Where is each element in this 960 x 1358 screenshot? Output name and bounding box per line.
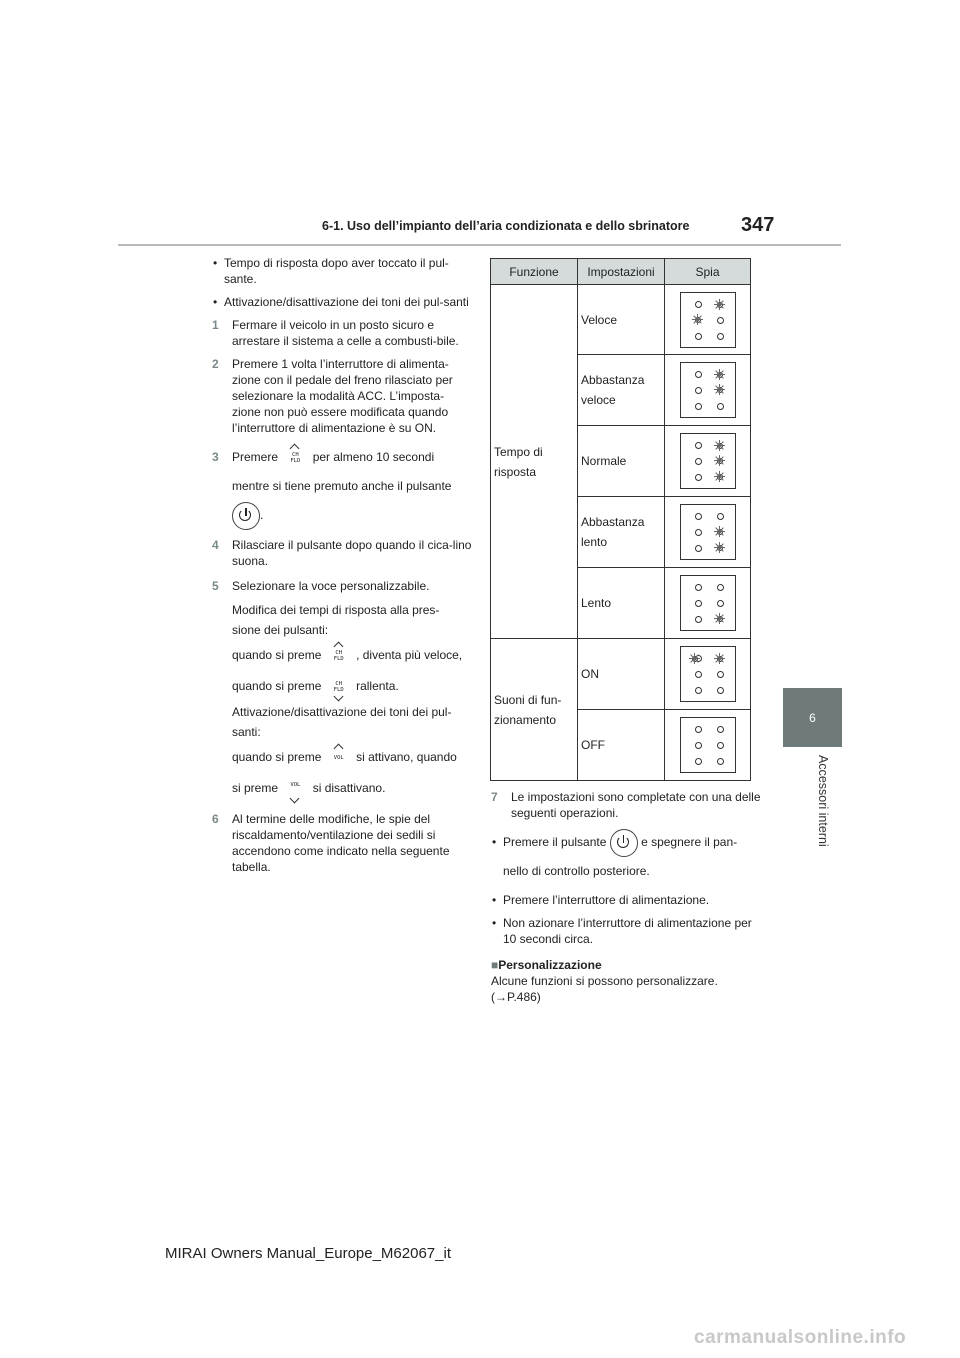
step-4: 4 Rilasciare il pulsante dopo quando il cica-lino suona. bbox=[212, 538, 472, 568]
vol-down-icon: VOL bbox=[290, 784, 300, 794]
step-5: 5 Selezionare la voce personalizzabile. Modifica dei tempi di risposta alla pres- sione dei pulsanti: quando si preme CH FLD , diventa più veloce, quando si preme CH FLD rallenta. Attivazione/disattivazione dei toni dei pul- santi: quando si preme VOL si attivano, quando si preme VOL si disattivano. bbox=[212, 579, 463, 795]
setting-veloce: Veloce bbox=[578, 285, 665, 355]
bullet-press-power: • Premere il pulsante e spegnere il pan- nello di controllo posteriore. bbox=[491, 828, 761, 885]
indicator-icon bbox=[680, 575, 736, 631]
ch-fld-up-icon: CH FLD bbox=[333, 649, 344, 662]
step-2: 2 Premere 1 volta l’interruttore di alimenta-zione con il pedale del freno rilasciato per selezionare la modalità ACC. L’imposta-zione non può essere modificata quando l’interruttore di alimentazione è su ON. bbox=[212, 357, 453, 435]
power-icon bbox=[610, 829, 638, 857]
customization-text: Alcune funzioni si possono personalizzare. (→P.486) bbox=[491, 973, 718, 1004]
watermark: carmanualsonline.info bbox=[694, 1327, 907, 1348]
indicator-icon bbox=[680, 362, 736, 418]
ch-fld-down-icon: CH FLD bbox=[333, 680, 344, 693]
footer: MIRAI Owners Manual_Europe_M62067_it bbox=[165, 1245, 451, 1262]
header-funzione: Funzione bbox=[491, 259, 578, 285]
header-impostazioni: Impostazioni bbox=[578, 259, 665, 285]
page-number: 347 bbox=[741, 214, 775, 236]
bullet-power-switch: • Premere l’interruttore di alimentazione. bbox=[491, 892, 761, 908]
left-column bbox=[212, 255, 472, 882]
step-3: 3 Premere CH FLD per almeno 10 secondi mentre si tiene premuto anche il pulsante . bbox=[212, 443, 472, 530]
setting-normale: Normale bbox=[578, 426, 665, 497]
setting-off: OFF bbox=[578, 710, 665, 781]
setting-lento: Lento bbox=[578, 568, 665, 639]
ch-fld-up-icon: CH FLD bbox=[290, 451, 301, 464]
chapter-label: Accessori interni bbox=[816, 755, 830, 847]
header-rule bbox=[118, 244, 841, 246]
indicator-icon bbox=[680, 433, 736, 489]
indicator-icon bbox=[680, 504, 736, 560]
square-bullet-icon: ■ bbox=[491, 957, 499, 972]
lamp-normale bbox=[665, 426, 751, 497]
lamp-abbastanza-veloce bbox=[665, 355, 751, 426]
section-title: 6-1. Uso dell’impianto dell’aria condizionata e dello sbrinatore bbox=[322, 219, 690, 233]
right-column bbox=[491, 789, 761, 1005]
lamp-veloce bbox=[665, 285, 751, 355]
function-response-time: Tempo di risposta bbox=[491, 285, 578, 639]
lamp-abbastanza-lento bbox=[665, 497, 751, 568]
setting-abbastanza-lento: Abbastanza lento bbox=[578, 497, 665, 568]
vol-up-icon: VOL bbox=[333, 754, 344, 761]
step-6: 6 Al termine delle modifiche, le spie del riscaldamento/ventilazione dei sedili si accendono come indicato nella seguente tabella. bbox=[212, 812, 450, 874]
step-7: 7 Le impostazioni sono completate con una delle seguenti operazioni. bbox=[491, 790, 761, 820]
step-1: 1 Fermare il veicolo in un posto sicuro e arrestare il sistema a celle a combusti-bile. bbox=[212, 318, 459, 348]
chapter-tab: 6 bbox=[783, 688, 842, 747]
bullet-no-operation: • Non azionare l’interruttore di alimentazione per 10 secondi circa. bbox=[491, 915, 761, 947]
settings-table bbox=[490, 258, 751, 781]
setting-on: ON bbox=[578, 639, 665, 710]
lamp-lento bbox=[665, 568, 751, 639]
function-operation-sounds: Suoni di fun- zionamento bbox=[491, 639, 578, 781]
setting-abbastanza-veloce: Abbastanza veloce bbox=[578, 355, 665, 426]
lamp-on bbox=[665, 639, 751, 710]
lamp-off bbox=[665, 710, 751, 781]
indicator-icon bbox=[680, 717, 736, 773]
power-icon bbox=[232, 502, 260, 530]
indicator-icon bbox=[680, 646, 736, 702]
sub-heading: ■Personalizzazione bbox=[491, 957, 602, 972]
bullet-button-tones: • Attivazione/disattivazione dei toni dei pul-santi bbox=[212, 294, 472, 310]
header-spia: Spia bbox=[665, 259, 751, 285]
bullet-response-time: • Tempo di risposta dopo aver toccato il pul-sante. bbox=[212, 255, 472, 287]
indicator-icon bbox=[680, 292, 736, 348]
